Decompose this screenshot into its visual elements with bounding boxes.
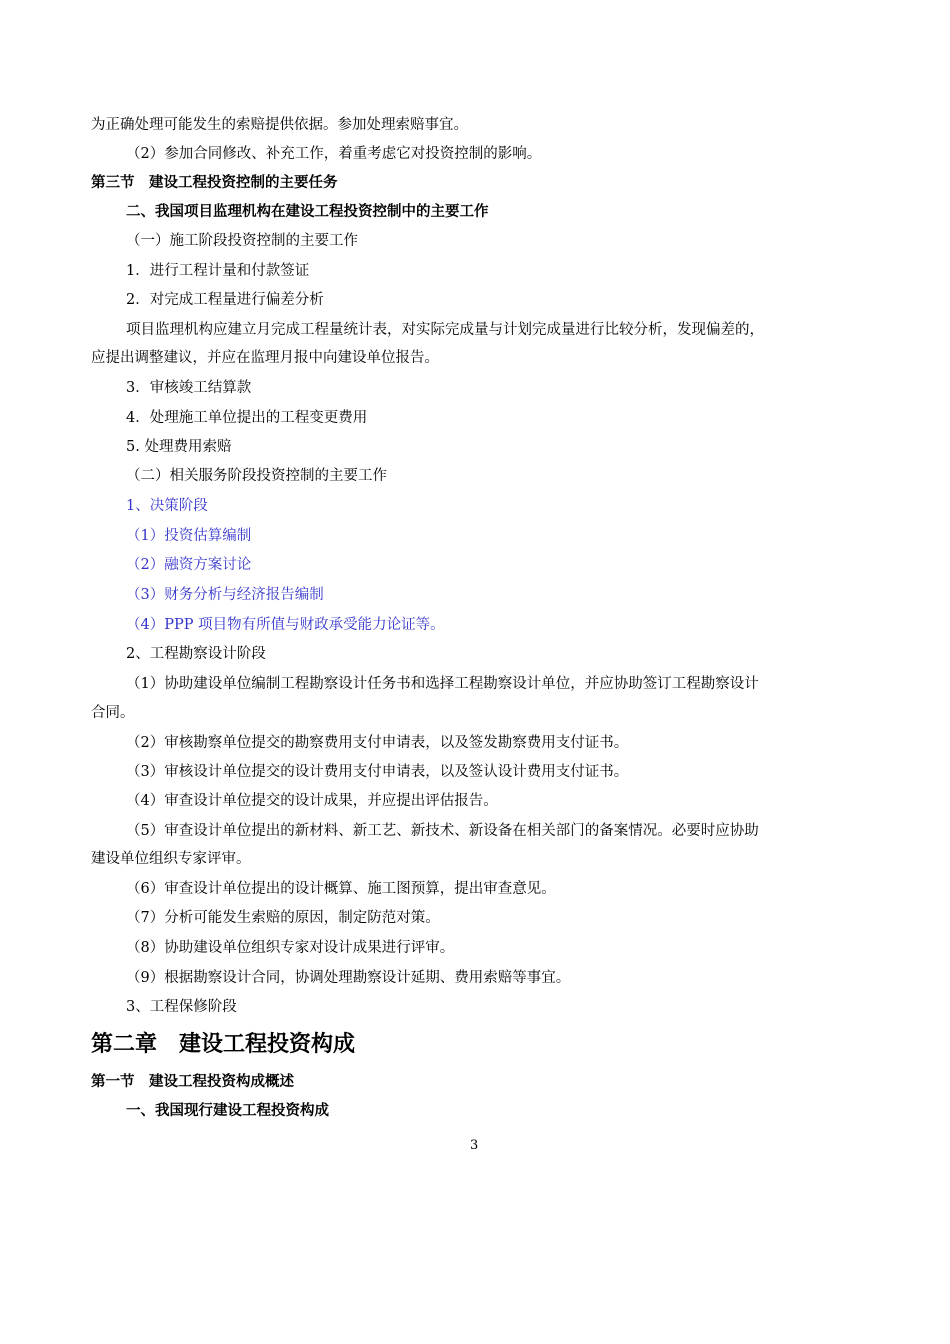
section-heading: 第一节 建设工程投资构成概述 <box>91 1073 294 1090</box>
body-text-line: 合同。 <box>91 705 135 721</box>
body-text-line: 3、工程保修阶段 <box>126 999 237 1015</box>
body-text-line: 1．进行工程计量和付款签证 <box>126 263 310 279</box>
body-text-line: （4）审查设计单位提交的设计成果，并应提出评估报告。 <box>126 793 498 809</box>
body-text-line: 4．处理施工单位提出的工程变更费用 <box>126 410 368 426</box>
subsection-heading: 二、我国项目监理机构在建设工程投资控制中的主要工作 <box>126 203 489 220</box>
body-text-line: 5. 处理费用索赔 <box>126 439 232 455</box>
body-text-line: 项目监理机构应建立月完成工程量统计表，对实际完成量与计划完成量进行比较分析，发现偏差的， <box>126 322 764 338</box>
body-text-line: （8）协助建设单位组织专家对设计成果进行评审。 <box>126 940 455 956</box>
body-text-line: 2．对完成工程量进行偏差分析 <box>126 292 324 308</box>
body-text-line: （4）PPP 项目物有所值与财政承受能力论证等。 <box>126 617 445 633</box>
body-text-line: （7）分析可能发生索赔的原因，制定防范对策。 <box>126 910 440 926</box>
body-text-line: （3）审核设计单位提交的设计费用支付申请表，以及签认设计费用支付证书。 <box>126 764 629 780</box>
body-text-line: （6）审查设计单位提出的设计概算、施工图预算，提出审查意见。 <box>126 881 556 897</box>
body-text-line: （3）财务分析与经济报告编制 <box>126 587 324 603</box>
body-text-line: 为正确处理可能发生的索赔提供依据。参加处理索赔事宜。 <box>91 117 468 133</box>
section-heading: 第三节 建设工程投资控制的主要任务 <box>91 174 338 191</box>
body-text-line: （1）投资估算编制 <box>126 528 252 544</box>
body-text-line: （5）审查设计单位提出的新材料、新工艺、新技术、新设备在相关部门的备案情况。必要时应协助 <box>126 823 759 839</box>
body-text-line: 3．审核竣工结算款 <box>126 380 252 396</box>
body-text-line: （1）协助建设单位编制工程勘察设计任务书和选择工程勘察设计单位，并应协助签订工程勘察设计 <box>126 676 759 692</box>
subsection-heading: 一、我国现行建设工程投资构成 <box>126 1102 329 1119</box>
body-text-line: 2、工程勘察设计阶段 <box>126 646 266 662</box>
body-text-line: （2）融资方案讨论 <box>126 557 252 573</box>
body-text-line: （2）参加合同修改、补充工作，着重考虑它对投资控制的影响。 <box>126 146 542 162</box>
body-text-line: （一）施工阶段投资控制的主要工作 <box>126 233 358 249</box>
chapter-heading: 第二章 建设工程投资构成 <box>91 1031 356 1057</box>
body-text-line: （9）根据勘察设计合同，协调处理勘察设计延期、费用索赔等事宜。 <box>126 970 571 986</box>
body-text-line: （二）相关服务阶段投资控制的主要工作 <box>126 468 387 484</box>
page-number: 3 <box>470 1138 479 1153</box>
body-text-line: 应提出调整建议，并应在监理月报中向建设单位报告。 <box>91 350 439 366</box>
body-text-line: 建设单位组织专家评审。 <box>91 851 251 867</box>
body-text-line: （2）审核勘察单位提交的勘察费用支付申请表，以及签发勘察费用支付证书。 <box>126 735 629 751</box>
body-text-line: 1、决策阶段 <box>126 498 208 514</box>
